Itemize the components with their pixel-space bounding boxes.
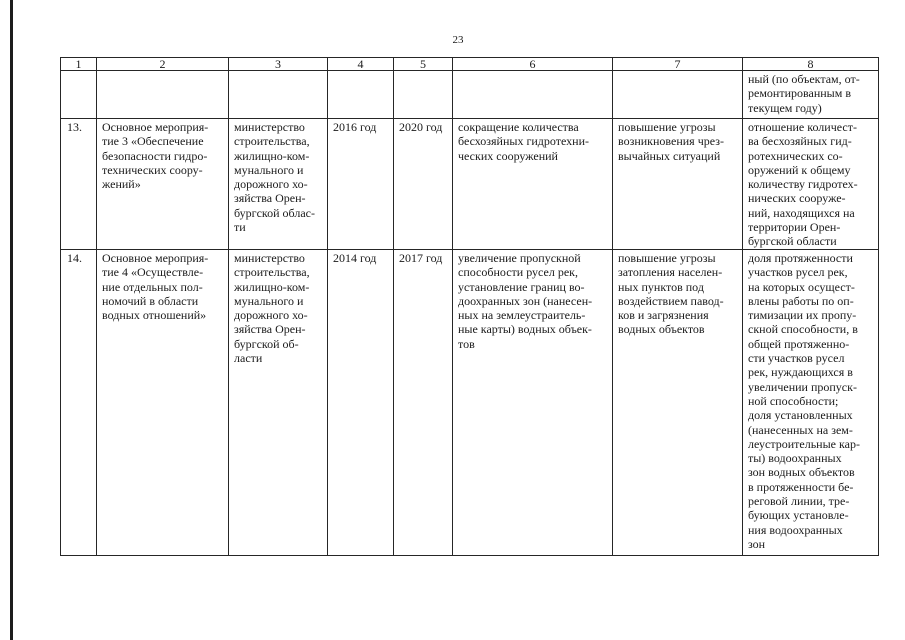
row-14-start-cell: 2014 год (328, 250, 394, 556)
row-14-number-cell: 14. (61, 250, 97, 556)
table-row-14 (61, 250, 879, 556)
row-14-result-cell: увеличение пропускной способности русел рек, установление границ во- доохранных зон (нанесен- ных на землеустраитель- ные карты) водных объек- тов (453, 250, 613, 556)
header-row (61, 58, 879, 71)
row-14-consequence-cell: повышение угрозы затопления населен- ных пунктов под воздействием павод- ков и загрязнения водных объектов (613, 250, 743, 556)
page-number: 23 (452, 34, 464, 46)
row-13-end-cell: 2020 год (394, 119, 453, 250)
empty-cell (613, 71, 743, 119)
row-13-start-cell: 2016 год (328, 119, 394, 250)
activities-table (60, 57, 879, 556)
row-14-end-cell: 2017 год (394, 250, 453, 556)
header-col-7: 7 (613, 58, 743, 71)
empty-cell (394, 71, 453, 119)
row-14-responsible-cell: министерство строительства, жилищно-ком- мунального и дорожного хо- зяйства Орен- бургской об- ласти (229, 250, 328, 556)
empty-cell (453, 71, 613, 119)
header-col-2: 2 (97, 58, 229, 71)
header-col-3: 3 (229, 58, 328, 71)
empty-cell (61, 71, 97, 119)
header-col-4: 4 (328, 58, 394, 71)
row-14-activity-cell: Основное мероприя- тие 4 «Осуществле- ние отдельных пол- номочий в области водных отношений» (97, 250, 229, 556)
header-col-6: 6 (453, 58, 613, 71)
empty-cell (229, 71, 328, 119)
row-13-number-cell: 13. (61, 119, 97, 250)
scan-edge-artifact (10, 0, 13, 640)
row-13-activity-cell: Основное мероприя- тие 3 «Обеспечение безопасности гидро- технических соору- жений» (97, 119, 229, 250)
empty-cell (97, 71, 229, 119)
header-col-8: 8 (743, 58, 879, 71)
row-13-responsible-cell: министерство строительства, жилищно-ком- мунального и дорожного хо- зяйства Орен- бургской облас- ти (229, 119, 328, 250)
row-13-indicator-cell: отношение количест- ва бесхозяйных гид- ротехнических со- оружений к общему количеству гидротех- нических сооруже- ний, находящихся на территории Орен- бургской области (743, 119, 879, 250)
row-13-result-cell: сокращение количества бесхозяйных гидротехни- ческих сооружений (453, 119, 613, 250)
header-col-5: 5 (394, 58, 453, 71)
header-col-1: 1 (61, 58, 97, 71)
continuation-indicator-cell: ный (по объектам, от- ремонтированным в текущем году) (743, 71, 879, 119)
row-14-indicator-cell: доля протяженности участков русел рек, на которых осущест- влены работы по оп- тимизации их пропу- скной способности, в общей протяженно- сти участков русел рек, нуждающихся в увеличении пропуск- ной способности; доля установленных (нанесенных на зем- леустроительные кар- ты) водоохранных зон водных объектов в протяженности бе- реговой линии, тре- бующих установле- ния водоохранных зон (743, 250, 879, 556)
table-row-13 (61, 119, 879, 250)
empty-cell (328, 71, 394, 119)
row-13-consequence-cell: повышение угрозы возникновения чрез- вычайных ситуаций (613, 119, 743, 250)
continuation-row (61, 71, 879, 119)
